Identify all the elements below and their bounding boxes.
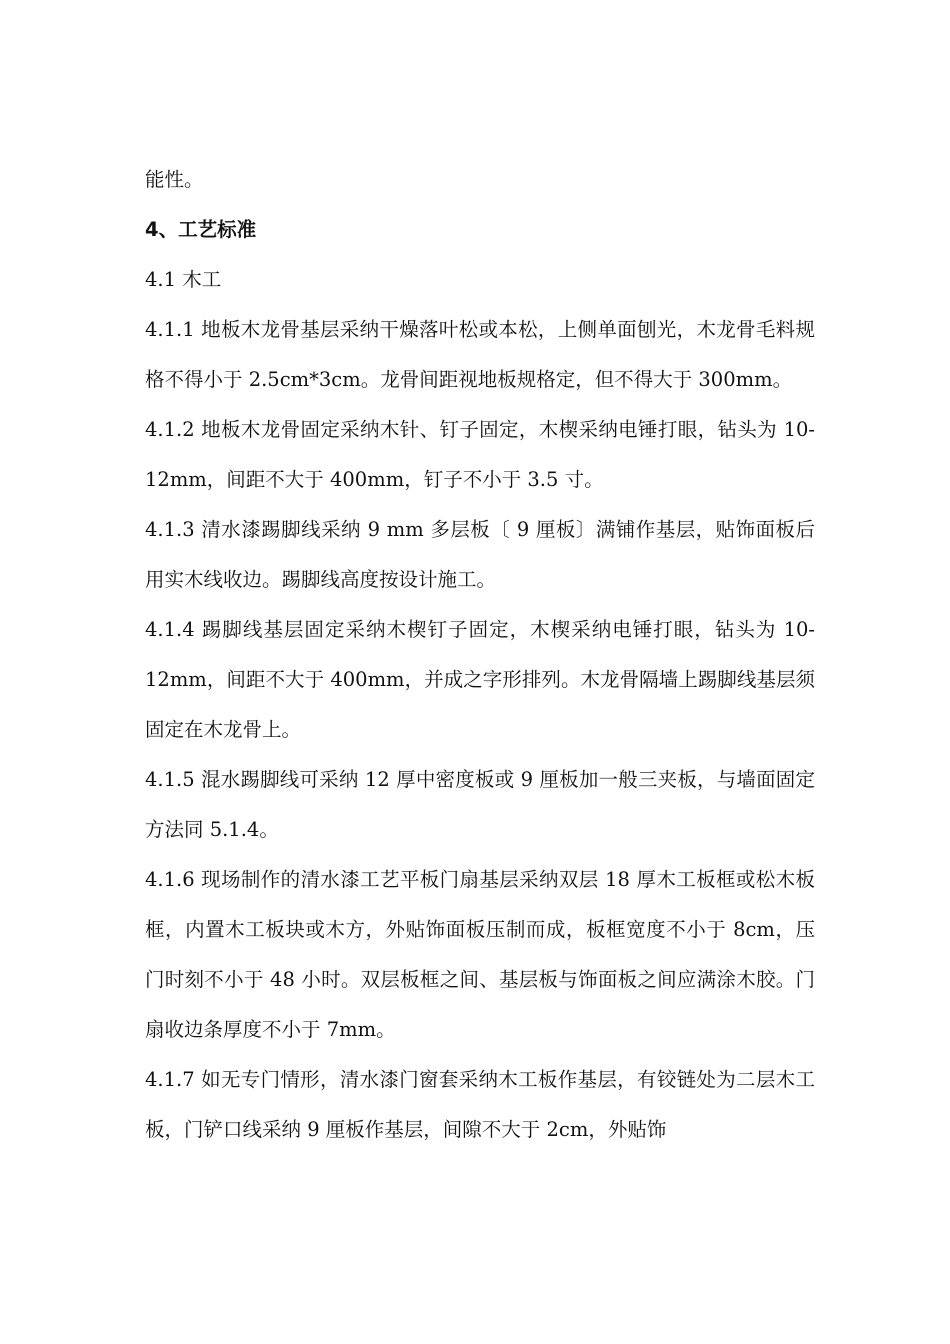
continuation-text: 能性。 xyxy=(145,168,204,191)
document-page xyxy=(145,155,815,1155)
paragraph-4-1-2: 4.1.2 地板木龙骨固定采纳木针、钉子固定，木楔采纳电锤打眼，钻头为 10-12mm，间距不大于 400mm，钉子不小于 3.5 寸。 xyxy=(145,418,815,491)
section-heading: 4、工艺标准 xyxy=(145,218,257,241)
paragraph-4-1-6: 4.1.6 现场制作的清水漆工艺平板门扇基层采纳双层 18 厚木工板框或松木板框，内置木工板块或木方，外贴饰面板压制而成，板框宽度不小于 8cm，压门时刻不小于 48 小时。双层板框之间、基层板与饰面板之间应满涂木胶。门扇收边条厚度不小于 7mm。 xyxy=(145,868,815,1041)
paragraph-4-1-7: 4.1.7 如无专门情形，清水漆门窗套采纳木工板作基层，有铰链处为二层木工板，门铲口线采纳 9 厘板作基层，间隙不大于 2cm，外贴饰 xyxy=(145,1068,815,1141)
paragraph-4-1-4: 4.1.4 踢脚线基层固定采纳木楔钉子固定，木楔采纳电锤打眼，钻头为 10-12mm，间距不大于 400mm，并成之字形排列。木龙骨隔墙上踢脚线基层须固定在木龙骨上。 xyxy=(145,618,815,741)
paragraph-4-1-3: 4.1.3 清水漆踢脚线采纳 9 mm 多层板〔 9 厘板〕满铺作基层，贴饰面板后用实木线收边。踢脚线高度按设计施工。 xyxy=(145,518,815,591)
paragraph-4-1-1: 4.1.1 地板木龙骨基层采纳干燥落叶松或本松，上侧单面刨光，木龙骨毛料规格不得小于 2.5cm*3cm。龙骨间距视地板规格定，但不得大于 300mm。 xyxy=(145,318,815,391)
subsection-heading: 4.1 木工 xyxy=(145,268,222,291)
paragraph-4-1-5: 4.1.5 混水踢脚线可采纳 12 厚中密度板或 9 厘板加一般三夹板，与墙面固定方法同 5.1.4。 xyxy=(145,768,815,841)
